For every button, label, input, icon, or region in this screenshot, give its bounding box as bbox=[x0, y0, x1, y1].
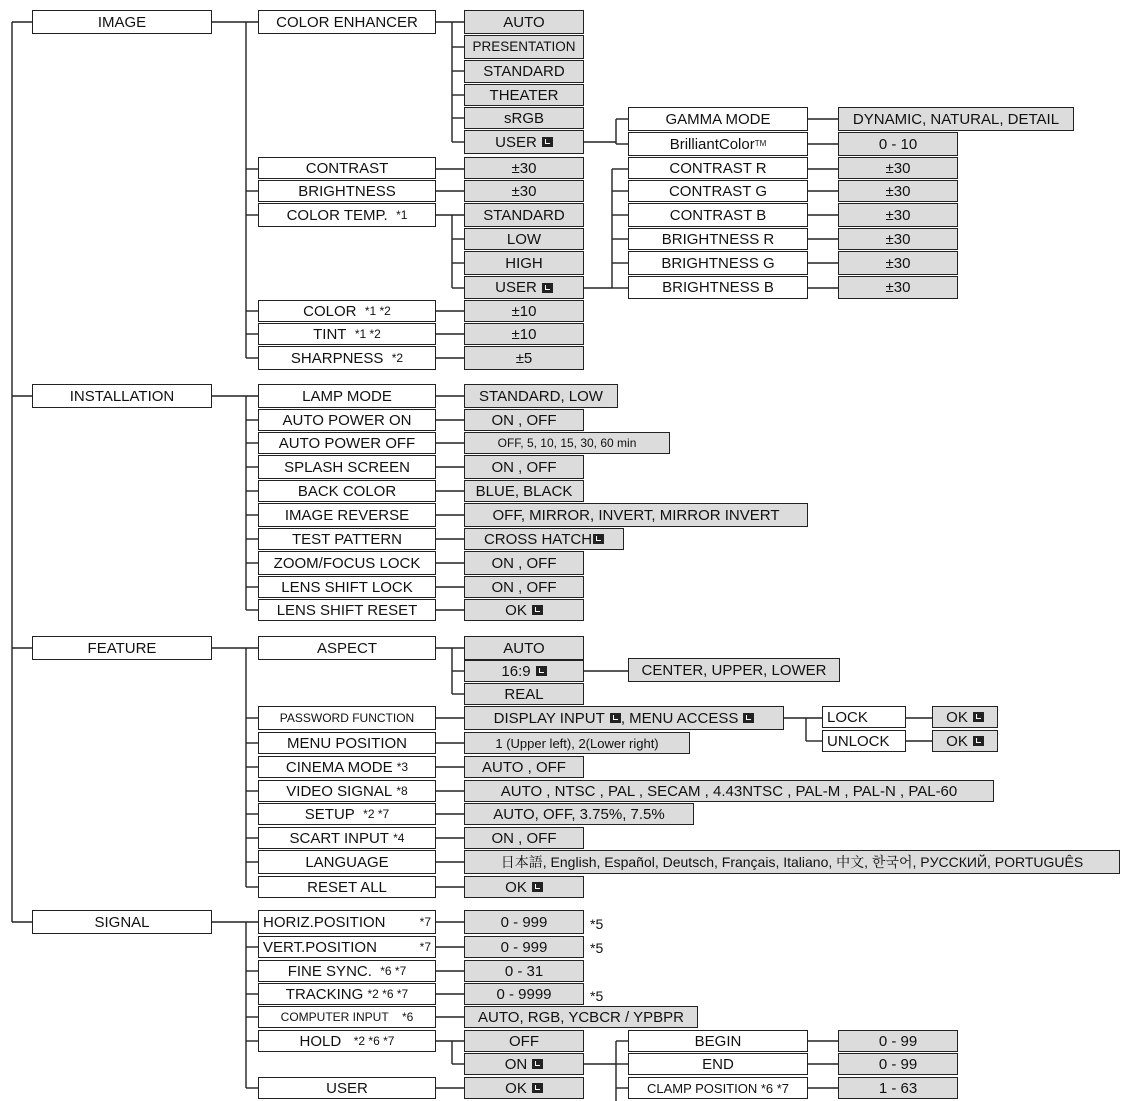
aspect-169 bbox=[464, 660, 584, 682]
item-gamma-mode: GAMMA MODE bbox=[628, 107, 808, 131]
brilliant-value: 0 - 10 bbox=[838, 132, 958, 156]
enhancer-auto: AUTO bbox=[464, 10, 584, 34]
item-tint bbox=[258, 323, 436, 345]
fine-sync-value: 0 - 31 bbox=[464, 960, 584, 982]
item-user: USER bbox=[258, 1077, 436, 1099]
enter-icon bbox=[593, 534, 604, 544]
test-pattern-label: CROSS HATCH bbox=[483, 530, 593, 548]
item-contrast-g: CONTRAST G bbox=[628, 180, 808, 202]
tracking-value: 0 - 9999 bbox=[464, 983, 584, 1005]
unlock-ok-label: OK bbox=[946, 732, 968, 750]
item-splash-screen: SPLASH SCREEN bbox=[258, 455, 436, 479]
top-signal: SIGNAL bbox=[32, 910, 212, 934]
contrast-value: ±30 bbox=[464, 157, 584, 179]
item-cinema-mode bbox=[258, 756, 436, 778]
vert-label: VERT.POSITION bbox=[263, 938, 377, 956]
item-lamp-mode: LAMP MODE bbox=[258, 384, 436, 408]
enter-icon bbox=[532, 605, 543, 615]
language-value: 日本語, English, Español, Deutsch, Français, Italiano, 中文, 한국어, PУССКИЙ, PORTUGUÊS bbox=[464, 850, 1120, 874]
aspect-real: REAL bbox=[464, 683, 584, 705]
item-vert-position bbox=[258, 936, 436, 958]
hold-note: *2 *6 *7 bbox=[353, 1034, 395, 1048]
contrast-g-value: ±30 bbox=[838, 180, 958, 202]
item-sharpness-label: SHARPNESS bbox=[290, 349, 384, 367]
item-aspect: ASPECT bbox=[258, 636, 436, 660]
contrast-b-value: ±30 bbox=[838, 203, 958, 227]
item-computer-input bbox=[258, 1006, 436, 1028]
item-back-color: BACK COLOR bbox=[258, 480, 436, 502]
enter-icon bbox=[973, 712, 984, 722]
setup-label: SETUP bbox=[304, 805, 355, 823]
item-color-label: COLOR bbox=[303, 302, 357, 320]
clamp-value: 1 - 63 bbox=[838, 1077, 958, 1099]
password-value bbox=[464, 706, 784, 730]
tracking-label: TRACKING bbox=[285, 985, 364, 1003]
vert-note: *7 bbox=[419, 940, 431, 954]
item-contrast: CONTRAST bbox=[258, 157, 436, 179]
brightness-r-value: ±30 bbox=[838, 228, 958, 250]
auto-power-on-value: ON , OFF bbox=[464, 409, 584, 431]
enter-icon bbox=[532, 1059, 543, 1069]
end-value: 0 - 99 bbox=[838, 1053, 958, 1075]
item-tint-label: TINT bbox=[313, 325, 347, 343]
item-auto-power-on: AUTO POWER ON bbox=[258, 409, 436, 431]
item-contrast-r: CONTRAST R bbox=[628, 157, 808, 179]
item-tracking bbox=[258, 983, 436, 1005]
computer-input-value: AUTO, RGB, YCBCR / YPBPR bbox=[464, 1006, 698, 1028]
item-brightness-b: BRIGHTNESS B bbox=[628, 276, 808, 299]
image-reverse-value: OFF, MIRROR, INVERT, MIRROR INVERT bbox=[464, 503, 808, 527]
cinema-mode-label: CINEMA MODE bbox=[285, 758, 393, 776]
item-end: END bbox=[628, 1053, 808, 1075]
item-tint-note: *1 *2 bbox=[354, 327, 381, 341]
tracking-note: *2 *6 *7 bbox=[367, 987, 409, 1001]
temp-low: LOW bbox=[464, 228, 584, 250]
fine-sync-note: *6 *7 bbox=[380, 964, 407, 978]
reset-all-value bbox=[464, 876, 584, 898]
aspect-auto: AUTO bbox=[464, 636, 584, 660]
scart-input-note: *4 bbox=[393, 831, 405, 845]
test-pattern-value bbox=[464, 528, 624, 550]
brightness-b-value: ±30 bbox=[838, 276, 958, 299]
item-brightness: BRIGHTNESS bbox=[258, 180, 436, 202]
enter-icon bbox=[542, 283, 553, 293]
hold-label: HOLD bbox=[299, 1032, 342, 1050]
color-value: ±10 bbox=[464, 300, 584, 322]
lens-shift-reset-value bbox=[464, 599, 584, 621]
password-display-input: DISPLAY INPUT bbox=[493, 709, 605, 727]
enter-icon bbox=[536, 666, 547, 676]
horiz-label: HORIZ.POSITION bbox=[263, 913, 386, 931]
fine-sync-label: FINE SYNC. bbox=[287, 962, 372, 980]
video-signal-note: *8 bbox=[396, 784, 408, 798]
vert-value: 0 - 999 bbox=[464, 936, 584, 958]
enhancer-user bbox=[464, 130, 584, 154]
item-zoom-focus-lock: ZOOM/FOCUS LOCK bbox=[258, 551, 436, 575]
item-color-temp bbox=[258, 203, 436, 227]
cinema-mode-note: *3 bbox=[396, 760, 409, 774]
lens-shift-reset-label: OK bbox=[505, 601, 527, 619]
brilliant-tm: TM bbox=[754, 139, 767, 148]
brightness-g-value: ±30 bbox=[838, 251, 958, 275]
menu-position-value: 1 (Upper left), 2(Lower right) bbox=[464, 732, 690, 754]
computer-input-note: *6 bbox=[402, 1010, 414, 1024]
setup-value: AUTO, OFF, 3.75%, 7.5% bbox=[464, 803, 694, 825]
item-language: LANGUAGE bbox=[258, 850, 436, 874]
item-horiz-position bbox=[258, 910, 436, 934]
item-color-enhancer: COLOR ENHANCER bbox=[258, 10, 436, 34]
sharpness-value: ±5 bbox=[464, 346, 584, 370]
item-test-pattern: TEST PATTERN bbox=[258, 528, 436, 550]
item-image-reverse: IMAGE REVERSE bbox=[258, 503, 436, 527]
brilliant-label: BrilliantColor bbox=[669, 135, 755, 153]
enhancer-standard: STANDARD bbox=[464, 60, 584, 83]
temp-high: HIGH bbox=[464, 251, 584, 275]
lock-ok bbox=[932, 706, 998, 728]
item-brilliant-color bbox=[628, 132, 808, 156]
horiz-value: 0 - 999 bbox=[464, 910, 584, 934]
video-signal-label: VIDEO SIGNAL bbox=[286, 782, 393, 800]
item-hold bbox=[258, 1030, 436, 1052]
tracking-footnote: *5 bbox=[590, 988, 604, 1004]
back-color-value: BLUE, BLACK bbox=[464, 480, 584, 502]
item-clamp-position: CLAMP POSITION *6 *7 bbox=[628, 1077, 808, 1099]
item-contrast-b: CONTRAST B bbox=[628, 203, 808, 227]
hold-on bbox=[464, 1053, 584, 1075]
item-unlock: UNLOCK bbox=[822, 730, 906, 752]
item-color-note: *1 *2 bbox=[364, 304, 391, 318]
password-menu-access: , MENU ACCESS bbox=[620, 709, 739, 727]
enter-icon bbox=[973, 736, 984, 746]
enhancer-srgb: sRGB bbox=[464, 107, 584, 129]
vert-footnote: *5 bbox=[590, 940, 604, 956]
contrast-r-value: ±30 bbox=[838, 157, 958, 179]
item-begin: BEGIN bbox=[628, 1030, 808, 1052]
temp-user bbox=[464, 276, 584, 299]
enhancer-presentation: PRESENTATION bbox=[464, 35, 584, 59]
splash-screen-value: ON , OFF bbox=[464, 455, 584, 479]
item-color bbox=[258, 300, 436, 322]
scart-input-value: ON , OFF bbox=[464, 827, 584, 849]
item-lock: LOCK bbox=[822, 706, 906, 728]
cinema-mode-value: AUTO , OFF bbox=[464, 756, 584, 778]
auto-power-off-value: OFF, 5, 10, 15, 30, 60 min bbox=[464, 432, 670, 454]
item-fine-sync bbox=[258, 960, 436, 982]
user-ok: OK bbox=[505, 1079, 527, 1097]
hold-on-label: ON bbox=[504, 1055, 528, 1073]
top-image: IMAGE bbox=[32, 10, 212, 34]
item-reset-all: RESET ALL bbox=[258, 876, 436, 898]
enter-icon bbox=[532, 882, 543, 892]
lens-shift-lock-value: ON , OFF bbox=[464, 576, 584, 598]
setup-note: *2 *7 bbox=[363, 807, 390, 821]
item-scart-input bbox=[258, 827, 436, 849]
hold-off: OFF bbox=[464, 1030, 584, 1052]
temp-standard: STANDARD bbox=[464, 203, 584, 227]
item-video-signal bbox=[258, 780, 436, 802]
item-password-function: PASSWORD FUNCTION bbox=[258, 706, 436, 730]
item-sharpness bbox=[258, 346, 436, 370]
item-brightness-r: BRIGHTNESS R bbox=[628, 228, 808, 250]
item-brightness-g: BRIGHTNESS G bbox=[628, 251, 808, 275]
top-installation: INSTALLATION bbox=[32, 384, 212, 408]
horiz-note: *7 bbox=[419, 915, 431, 929]
temp-user-label: USER bbox=[495, 279, 537, 296]
top-feature: FEATURE bbox=[32, 636, 212, 660]
item-lens-shift-lock: LENS SHIFT LOCK bbox=[258, 576, 436, 598]
item-auto-power-off: AUTO POWER OFF bbox=[258, 432, 436, 454]
aspect-169-label: 16:9 bbox=[501, 662, 531, 680]
enter-icon bbox=[610, 713, 621, 723]
enter-icon bbox=[542, 137, 553, 147]
aspect-169-values: CENTER, UPPER, LOWER bbox=[628, 658, 840, 682]
lock-ok-label: OK bbox=[946, 708, 968, 726]
item-setup bbox=[258, 803, 436, 825]
horiz-footnote: *5 bbox=[590, 916, 604, 932]
zoom-focus-lock-value: ON , OFF bbox=[464, 551, 584, 575]
user-value bbox=[464, 1077, 584, 1099]
lamp-mode-value: STANDARD, LOW bbox=[464, 384, 618, 408]
computer-input-label: COMPUTER INPUT bbox=[280, 1010, 389, 1024]
brightness-value: ±30 bbox=[464, 180, 584, 202]
item-lens-shift-reset: LENS SHIFT RESET bbox=[258, 599, 436, 621]
item-sharpness-note: *2 bbox=[391, 351, 404, 365]
unlock-ok bbox=[932, 730, 998, 752]
enter-icon bbox=[532, 1083, 543, 1093]
enhancer-theater: THEATER bbox=[464, 84, 584, 106]
tint-value: ±10 bbox=[464, 323, 584, 345]
item-menu-position: MENU POSITION bbox=[258, 732, 436, 754]
video-signal-value: AUTO , NTSC , PAL , SECAM , 4.43NTSC , PAL-M , PAL-N , PAL-60 bbox=[464, 780, 994, 802]
scart-input-label: SCART INPUT bbox=[289, 829, 389, 847]
item-color-temp-label: COLOR TEMP. bbox=[286, 206, 388, 224]
enter-icon bbox=[743, 713, 754, 723]
enhancer-user-label: USER bbox=[495, 133, 537, 151]
begin-value: 0 - 99 bbox=[838, 1030, 958, 1052]
reset-all-ok: OK bbox=[505, 878, 527, 896]
item-color-temp-note: *1 bbox=[396, 208, 408, 222]
gamma-values: DYNAMIC, NATURAL, DETAIL bbox=[838, 107, 1074, 131]
